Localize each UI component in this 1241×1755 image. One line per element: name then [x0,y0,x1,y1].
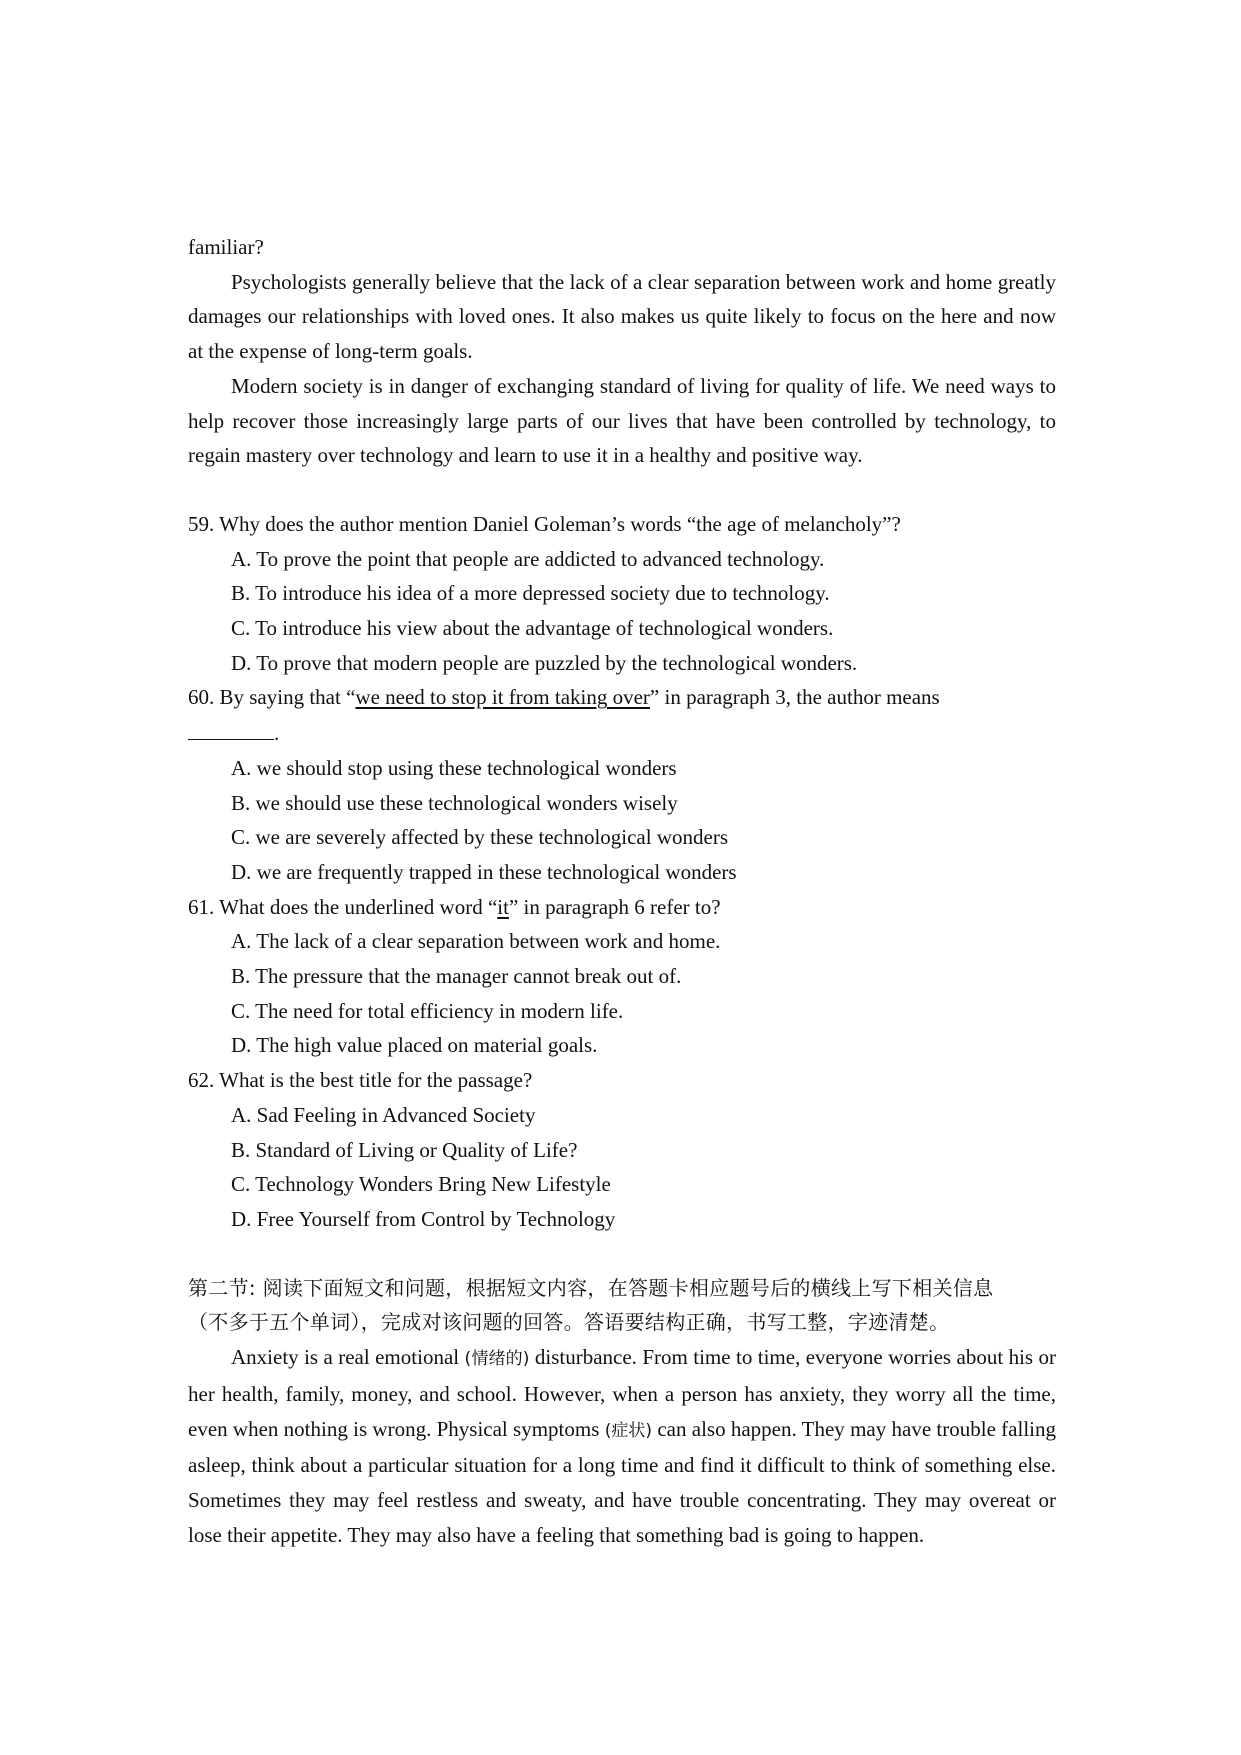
paragraph-text: Anxiety is a real emotional [231,1345,465,1370]
option-b: B. we should use these technological wonders wisely [231,790,678,815]
option-c: C. we are severely affected by these technological wonders [231,825,728,850]
stem-text: 61. What does the underlined word “ [188,894,498,919]
option-b: B. Standard of Living or Quality of Life? [231,1137,578,1162]
paragraph-text: disturbance. From time to time, everyone worries about his or her health, family, money, and school. However, when a person has anxiety, they worry all the time, even when nothing is wrong. Physical symptoms [188,1345,1056,1441]
section-heading-line: 第二节: 阅读下面短文和问题，根据短文内容，在答题卡相应题号后的横线上写下相关信息 [188,1275,994,1300]
question-stem [188,680,1056,715]
stem-text: 60. By saying that “ [188,685,356,710]
gloss-emotional: (情绪的) [464,1349,530,1370]
option-d: D. Free Yourself from Control by Technology [231,1206,616,1231]
section-heading-line: （不多于五个单词），完成对该问题的回答。答语要结构正确，书写工整，字迹清楚。 [188,1310,950,1335]
option-c: C. Technology Wonders Bring New Lifestyle [231,1172,611,1197]
option-d: D. To prove that modern people are puzzled by the technological wonders. [231,650,858,675]
spacer [188,1237,1056,1271]
option-c: C. To introduce his view about the advantage of technological wonders. [231,616,834,641]
stem-text: ” in paragraph 6 refer to? [508,894,721,919]
stem-text: ” in paragraph 3, the author means [649,685,940,710]
gloss-symptoms: (症状) [604,1420,653,1441]
question-stem: 62. What is the best title for the passage? [188,1068,533,1093]
underlined-word: it [497,894,509,919]
underlined-phrase: we need to stop it from taking over [355,685,650,710]
passage-paragraph-modern-society: Modern society is in danger of exchanging standard of living for quality of life. We need ways to help recover those increasingly large parts of our lives that have been controlled by technology, to regain mastery over technology and learn to use it in a healthy and positive way. [188,373,1056,468]
option-a: A. To prove the point that people are addicted to advanced technology. [231,546,825,571]
question-59 [188,507,1056,681]
option-d: D. The high value placed on material goals. [231,1033,598,1058]
option-a: A. we should stop using these technological wonders [231,755,677,780]
question-60 [188,680,1056,889]
answer-blank [188,715,274,740]
option-a: A. The lack of a clear separation between work and home. [231,929,721,954]
answer-blank-line [188,715,1056,751]
option-b: B. The pressure that the manager cannot break out of. [231,964,682,989]
section-2 [188,1271,1056,1553]
question-stem [188,890,1056,925]
spacer [188,473,1056,507]
question-stem: 59. Why does the author mention Daniel Goleman’s words “the age of melancholy”? [188,511,901,536]
stem-end: . [274,721,280,746]
option-a: A. Sad Feeling in Advanced Society [231,1102,536,1127]
page-content [188,230,1056,1552]
passage-paragraph-psychologists: Psychologists generally believe that the lack of a clear separation between work and home greatly damages our relationships with loved ones. It also makes us quite likely to focus on the here and now at the expense of long-term goals. [188,269,1056,364]
option-c: C. The need for total efficiency in modern life. [231,998,624,1023]
question-61 [188,890,1056,1064]
question-62 [188,1063,1056,1237]
option-b: B. To introduce his idea of a more depressed society due to technology. [231,581,830,606]
option-d: D. we are frequently trapped in these technological wonders [231,859,737,884]
anxiety-paragraph [188,1340,1056,1552]
paragraph-text: can also happen. They may have trouble falling asleep, think about a particular situation for a long time and find it difficult to think of something else. Sometimes they may feel restless and sweaty, and have trouble concentrating. They may overeat or lose their appetite. They may also have a feeling that something bad is going to happen. [188,1416,1057,1547]
passage-fragment: familiar? [188,235,264,259]
